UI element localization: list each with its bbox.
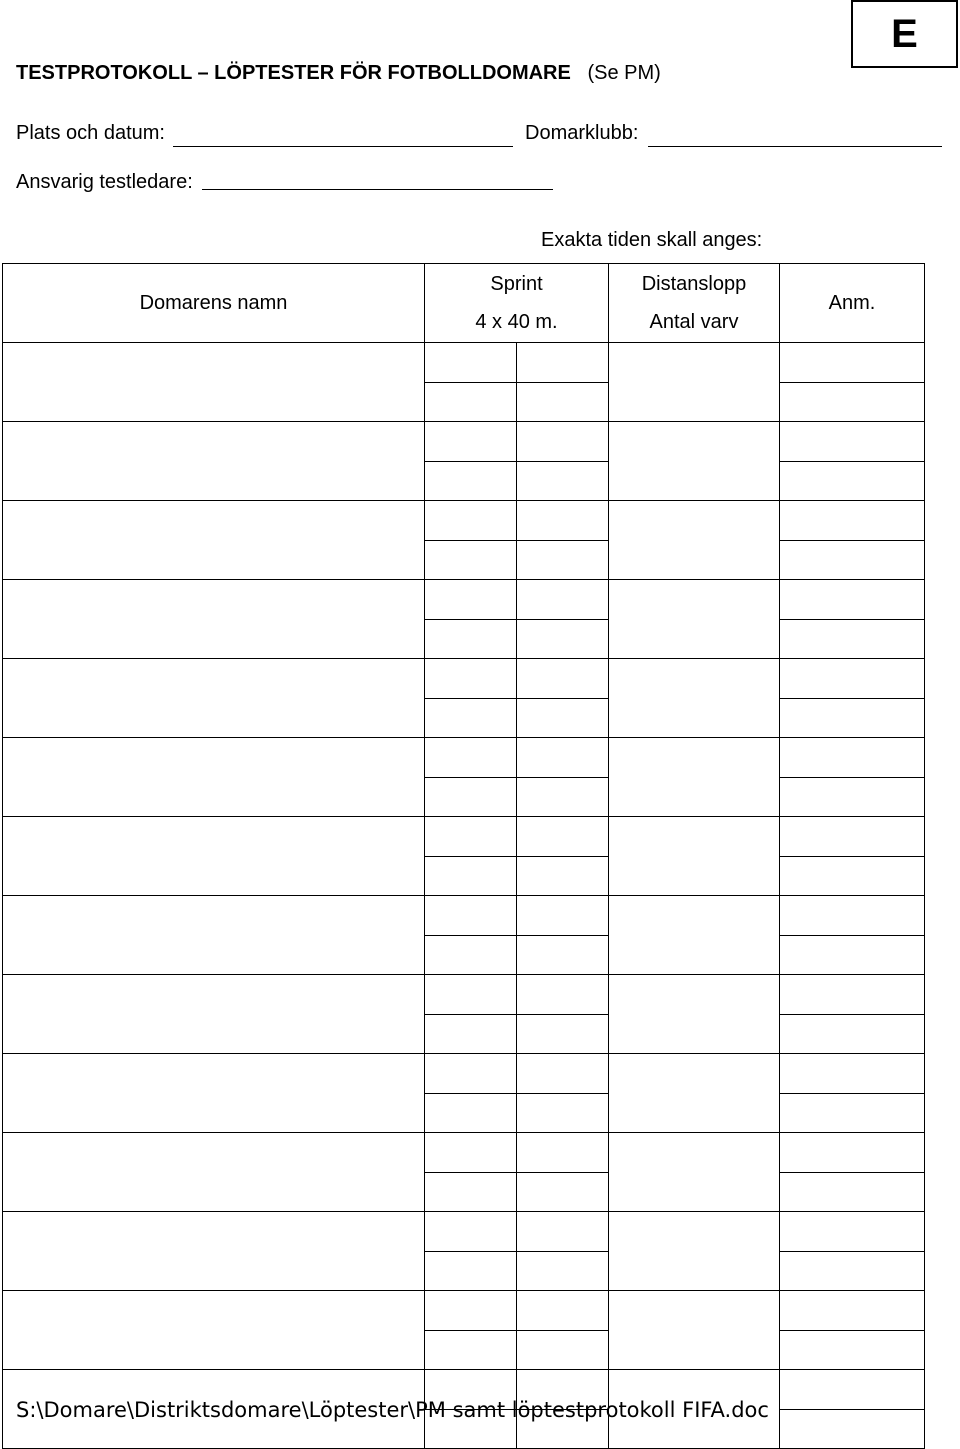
distance-cell[interactable] (609, 343, 780, 422)
sprint-header-sub: 4 x 40 m. (475, 311, 558, 333)
note-cell[interactable] (780, 1093, 925, 1133)
table-row (3, 1212, 925, 1252)
sprint-cell-b[interactable] (517, 1133, 609, 1173)
name-cell[interactable] (3, 580, 425, 659)
sprint-cell-a[interactable] (425, 856, 517, 896)
sprint-cell-a[interactable] (425, 659, 517, 699)
sprint-cell-a[interactable] (425, 1133, 517, 1173)
ansvarig-label: Ansvarig testledare: (16, 171, 193, 193)
sprint-cell-a[interactable] (425, 501, 517, 541)
sprint-cell-a[interactable] (425, 1172, 517, 1212)
note-cell[interactable] (780, 1212, 925, 1252)
sprint-cell-b[interactable] (517, 343, 609, 383)
table-row (3, 1291, 925, 1331)
distance-cell[interactable] (609, 659, 780, 738)
distance-cell[interactable] (609, 975, 780, 1054)
name-cell[interactable] (3, 422, 425, 501)
sprint-cell-b[interactable] (517, 659, 609, 699)
note-cell[interactable] (780, 1330, 925, 1370)
klubb-label: Domarklubb: (525, 122, 639, 144)
sprint-cell-a[interactable] (425, 935, 517, 975)
table-row (3, 1054, 925, 1094)
distance-cell[interactable] (609, 580, 780, 659)
table-row (3, 738, 925, 778)
name-cell[interactable] (3, 343, 425, 422)
page-title (16, 62, 661, 85)
note-cell[interactable] (780, 817, 925, 857)
sprint-cell-b[interactable] (517, 1014, 609, 1054)
note-cell[interactable] (780, 1133, 925, 1173)
note-cell[interactable] (780, 975, 925, 1015)
distance-header-label: Distanslopp (641, 273, 747, 295)
table-row (3, 343, 925, 383)
sprint-cell-b[interactable] (517, 619, 609, 659)
note-cell[interactable] (780, 738, 925, 778)
sprint-cell-a[interactable] (425, 1330, 517, 1370)
note-cell[interactable] (780, 659, 925, 699)
distance-cell[interactable] (609, 1212, 780, 1291)
time-instruction: Exakta tiden skall anges: (541, 229, 763, 251)
note-cell[interactable] (780, 896, 925, 936)
ansvarig-line[interactable] (202, 189, 553, 190)
name-cell[interactable] (3, 501, 425, 580)
name-cell[interactable] (3, 1212, 425, 1291)
name-cell[interactable] (3, 1291, 425, 1370)
distance-cell[interactable] (609, 1133, 780, 1212)
plats-line[interactable] (173, 146, 513, 147)
sprint-cell-b[interactable] (517, 935, 609, 975)
sprint-cell-a[interactable] (425, 382, 517, 422)
sprint-cell-a[interactable] (425, 1212, 517, 1252)
note-cell[interactable] (780, 1014, 925, 1054)
sprint-cell-b[interactable] (517, 501, 609, 541)
sprint-cell-a[interactable] (425, 738, 517, 778)
distance-cell[interactable] (609, 896, 780, 975)
table-row (3, 422, 925, 462)
note-cell[interactable] (780, 382, 925, 422)
file-path-footer: S:\Domare\Distriktsdomare\Löptester\PM samt löptestprotokoll FIFA.doc (16, 1398, 769, 1422)
sprint-column-header (425, 264, 609, 343)
name-cell[interactable] (3, 1054, 425, 1133)
sprint-cell-a[interactable] (425, 461, 517, 501)
note-cell[interactable] (780, 1172, 925, 1212)
note-cell[interactable] (780, 422, 925, 462)
distance-cell[interactable] (609, 817, 780, 896)
table-body (3, 343, 925, 1449)
sprint-cell-b[interactable] (517, 1291, 609, 1331)
sprint-cell-b[interactable] (517, 1212, 609, 1252)
name-cell[interactable] (3, 738, 425, 817)
note-cell[interactable] (780, 343, 925, 383)
sprint-cell-b[interactable] (517, 580, 609, 620)
sprint-cell-a[interactable] (425, 817, 517, 857)
sprint-cell-a[interactable] (425, 1291, 517, 1331)
sprint-cell-b[interactable] (517, 975, 609, 1015)
name-cell[interactable] (3, 817, 425, 896)
sprint-cell-a[interactable] (425, 896, 517, 936)
note-cell[interactable] (780, 1291, 925, 1331)
form-letter-badge: E (851, 0, 958, 68)
sprint-cell-a[interactable] (425, 619, 517, 659)
table-row (3, 817, 925, 857)
sprint-cell-b[interactable] (517, 422, 609, 462)
sprint-cell-b[interactable] (517, 1251, 609, 1291)
table-row (3, 975, 925, 1015)
note-cell[interactable] (780, 698, 925, 738)
name-cell[interactable] (3, 896, 425, 975)
sprint-cell-b[interactable] (517, 1093, 609, 1133)
distance-cell[interactable] (609, 1291, 780, 1370)
note-cell[interactable] (780, 1054, 925, 1094)
sprint-cell-a[interactable] (425, 777, 517, 817)
sprint-cell-b[interactable] (517, 382, 609, 422)
note-cell[interactable] (780, 619, 925, 659)
note-cell[interactable] (780, 501, 925, 541)
sprint-cell-a[interactable] (425, 422, 517, 462)
sprint-cell-a[interactable] (425, 1093, 517, 1133)
note-cell[interactable] (780, 856, 925, 896)
note-cell[interactable] (780, 1251, 925, 1291)
note-column-header: Anm. (780, 264, 925, 343)
sprint-cell-b[interactable] (517, 461, 609, 501)
note-cell[interactable] (780, 1370, 925, 1410)
test-table (2, 263, 925, 1449)
sprint-cell-b[interactable] (517, 698, 609, 738)
name-column-header: Domarens namn (3, 264, 425, 343)
sprint-cell-b[interactable] (517, 896, 609, 936)
sprint-cell-b[interactable] (517, 777, 609, 817)
klubb-line[interactable] (648, 146, 942, 147)
plats-label: Plats och datum: (16, 122, 165, 144)
name-cell[interactable] (3, 975, 425, 1054)
sprint-cell-b[interactable] (517, 540, 609, 580)
sprint-cell-a[interactable] (425, 975, 517, 1015)
title-note: (Se PM) (587, 62, 661, 84)
sprint-cell-a[interactable] (425, 343, 517, 383)
name-cell[interactable] (3, 1133, 425, 1212)
sprint-header-label: Sprint (490, 273, 543, 295)
table-row (3, 659, 925, 699)
sprint-cell-a[interactable] (425, 1054, 517, 1094)
sprint-cell-b[interactable] (517, 1054, 609, 1094)
sprint-cell-a[interactable] (425, 580, 517, 620)
distance-cell[interactable] (609, 738, 780, 817)
sprint-cell-b[interactable] (517, 738, 609, 778)
distance-column-header (609, 264, 780, 343)
note-cell[interactable] (780, 540, 925, 580)
distance-cell[interactable] (609, 1054, 780, 1133)
title-main: TESTPROTOKOLL – LÖPTESTER FÖR FOTBOLLDOMARE (16, 62, 571, 84)
sprint-cell-b[interactable] (517, 1330, 609, 1370)
note-cell[interactable] (780, 777, 925, 817)
distance-cell[interactable] (609, 501, 780, 580)
sprint-cell-b[interactable] (517, 1172, 609, 1212)
name-cell[interactable] (3, 659, 425, 738)
distance-cell[interactable] (609, 422, 780, 501)
sprint-cell-a[interactable] (425, 1251, 517, 1291)
table-row (3, 1133, 925, 1173)
sprint-cell-b[interactable] (517, 817, 609, 857)
note-cell[interactable] (780, 935, 925, 975)
sprint-cell-a[interactable] (425, 1014, 517, 1054)
note-cell[interactable] (780, 461, 925, 501)
sprint-cell-a[interactable] (425, 698, 517, 738)
note-cell[interactable] (780, 1409, 925, 1449)
sprint-cell-b[interactable] (517, 856, 609, 896)
table-row (3, 580, 925, 620)
table-row (3, 501, 925, 541)
table-row (3, 896, 925, 936)
note-cell[interactable] (780, 580, 925, 620)
sprint-cell-a[interactable] (425, 540, 517, 580)
distance-header-sub: Antal varv (649, 311, 739, 333)
